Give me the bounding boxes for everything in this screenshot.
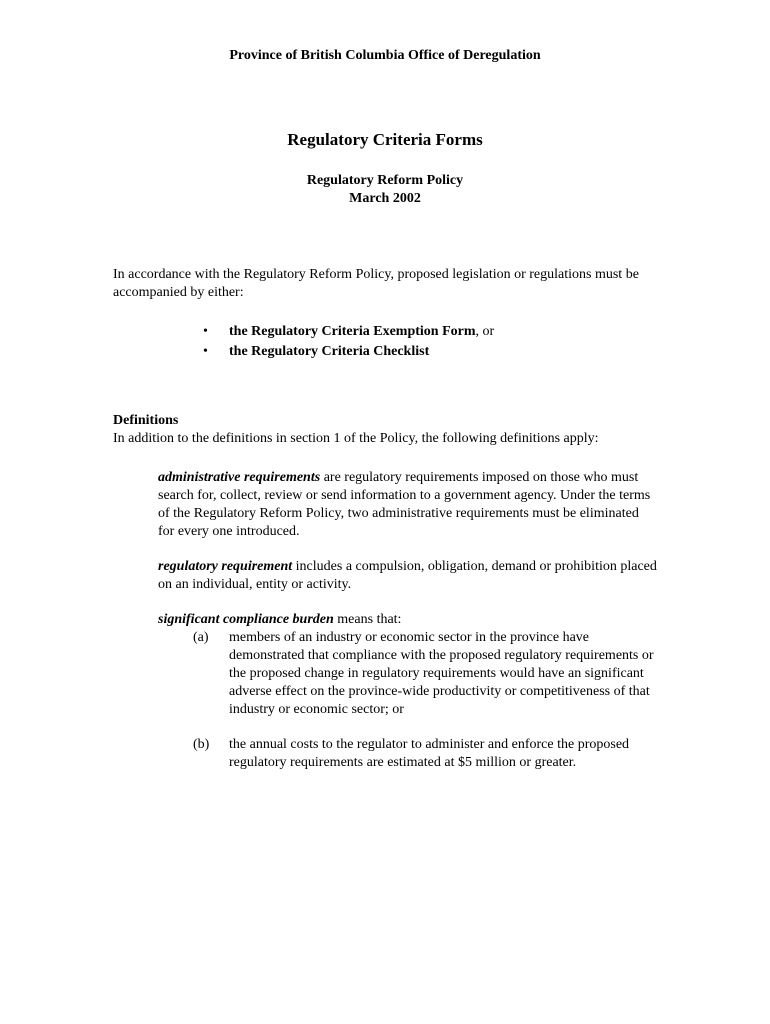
document-title: Regulatory Criteria Forms — [287, 130, 483, 149]
definition-text: are regulatory requirements imposed on those who must search for, collect, review or send information to a government agency. Under the terms of the Regulatory Reform Policy, two administrative requirements must be eliminated for every one introduced. — [158, 470, 651, 539]
sub-item-label: (b) — [193, 737, 210, 752]
form-option-name: the Regulatory Criteria Checklist — [229, 344, 430, 359]
definitions-intro: In addition to the definitions in section 1 of the Policy, the following definitions apply: — [113, 431, 599, 446]
definition-text: includes a compulsion, obligation, demand or prohibition placed on an individual, entity or activity. — [158, 559, 657, 592]
definitions-heading: Definitions — [113, 413, 179, 428]
definition-text: means that: — [333, 612, 402, 627]
sub-item-text: members of an industry or economic sector in the province have demonstrated that compliance with the proposed regulatory requirements or the proposed change in regulatory requirements would have an significant adverse effect on the province-wide productivity or competitiveness of that industry or economic sector; or — [229, 630, 654, 717]
policy-name: Regulatory Reform Policy — [306, 173, 464, 188]
definition-significant-compliance-burden — [158, 611, 658, 629]
policy-date: March 2002 — [349, 191, 421, 206]
form-option-suffix: , or — [475, 324, 495, 339]
intro-paragraph: In accordance with the Regulatory Reform Policy, proposed legislation or regulations must be accompanied by either: — [113, 267, 639, 300]
form-options-list — [197, 322, 494, 362]
bullet-icon: • — [203, 324, 208, 339]
definition-term: significant compliance burden — [158, 612, 334, 627]
document-subtitle — [0, 172, 770, 208]
list-item — [197, 342, 494, 362]
definition-administrative-requirements — [158, 469, 658, 541]
form-option-name: the Regulatory Criteria Exemption Form — [229, 324, 476, 339]
definition-term: administrative requirements — [158, 470, 321, 485]
definition-term: regulatory requirement — [158, 559, 293, 574]
definition-regulatory-requirement — [158, 558, 658, 594]
bullet-icon: • — [203, 344, 208, 359]
list-item — [197, 322, 494, 342]
sub-item-label: (a) — [193, 630, 209, 645]
sub-item-text: the annual costs to the regulator to administer and enforce the proposed regulatory requirements are estimated at $5 million or greater. — [229, 737, 630, 770]
document-header: Province of British Columbia Office of Deregulation — [229, 48, 541, 63]
